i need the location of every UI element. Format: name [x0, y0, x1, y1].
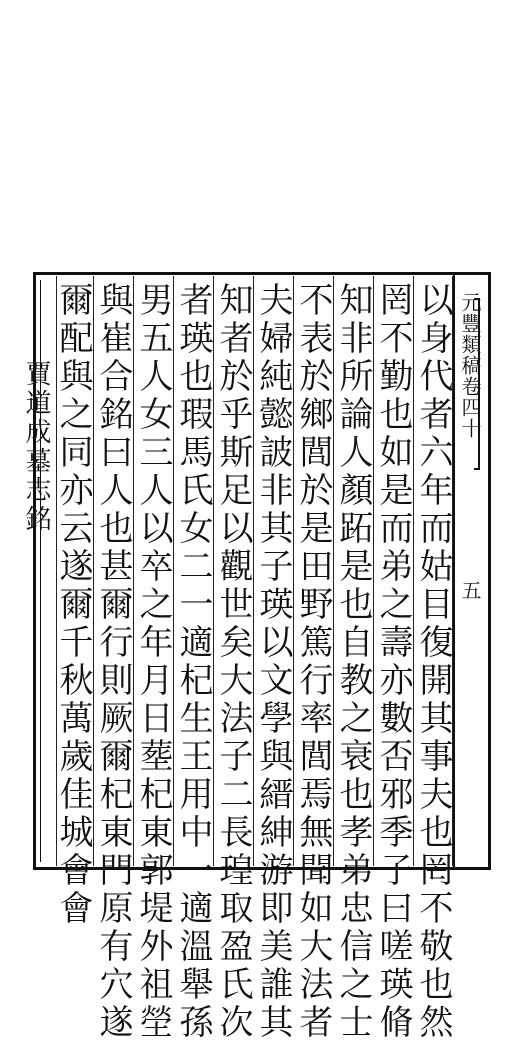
fold-book-title: 元豐類稿卷四十 [458, 292, 482, 439]
section-title-column: 賈道成墓志銘 [21, 360, 51, 534]
text-column-6: 知者於乎斯足以觀世矣大法子二長瑝取盈氏次 [213, 282, 253, 1042]
text-column-5: 夫婦純懿詖非其子瑛以文學與縉紳游即美誰其 [253, 282, 293, 1042]
text-column-4: 不表於鄉閭於是田野篤行率閭焉無聞如大法者 [293, 282, 333, 1042]
text-column-2: 罔不勤也如是而弟之壽亦數否邪季子曰嗟瑛脩 [373, 282, 413, 1042]
text-column-3: 知非所論人顏跖是也自教之衰也孝弟忠信之士 [333, 282, 373, 1042]
fold-page-number: 五 [458, 580, 482, 600]
text-column-9: 與崔合銘曰人也甚爾行則厥爾杞東門原有穴遂 [93, 282, 133, 1042]
text-column-1: 以身代者六年而姑目復開其事夫也罔不敬也然 [413, 282, 453, 1042]
text-column-7: 者瑛也瑕馬氏女二一適杞生王用中一適溫舉孫 [173, 282, 213, 1042]
text-column-8: 男五人女三人以卒之年月日塟杞東郭堤外祖塋 [133, 282, 173, 1042]
text-column-10: 爾配與之同亦云遂爾千秋萬歲佳城會會 [53, 282, 93, 928]
